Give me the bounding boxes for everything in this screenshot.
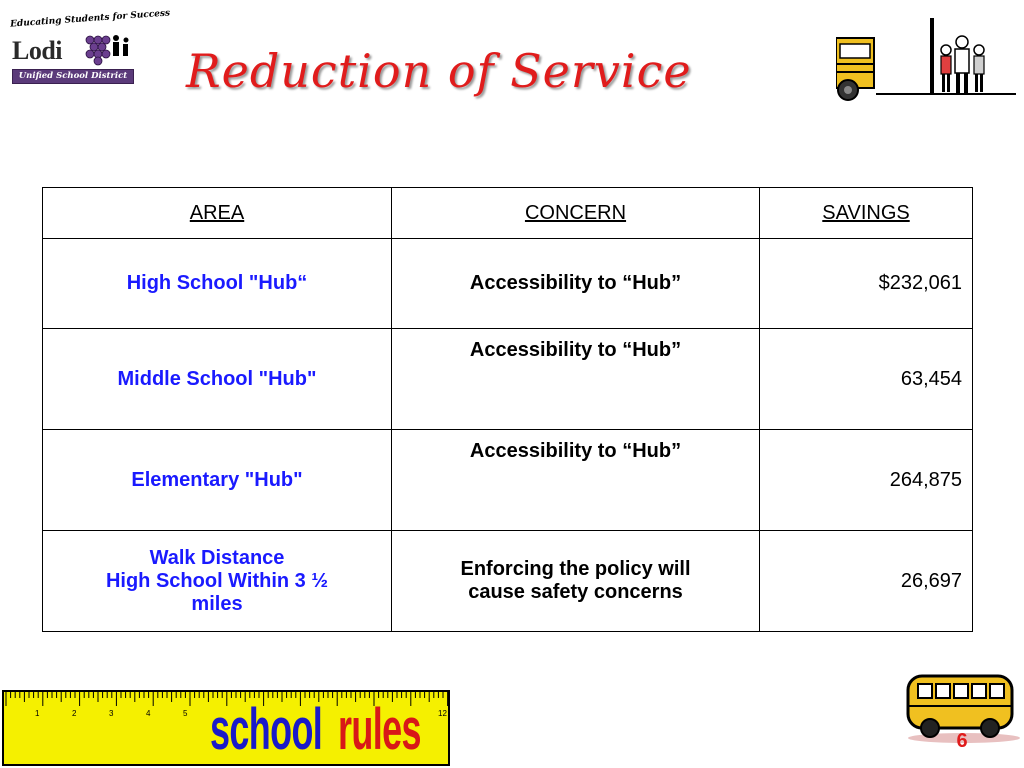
area-cell [43,531,392,632]
concern-line: cause safety concerns [468,581,683,603]
ruler-number: 4 [146,709,151,718]
header-concern: CONCERN [392,188,760,239]
grapes-icon [82,30,132,70]
page-number: 6 [956,730,968,752]
savings-cell: 26,697 [760,531,973,632]
table-row [43,430,973,531]
area-line: High School Within 3 ½ [105,569,329,592]
footer-rules-word: rules [338,697,421,762]
page-title: Reduction of Service [186,44,692,98]
concern-cell: Accessibility to “Hub” [392,329,760,430]
ruler-number: 2 [72,709,77,718]
header-area: AREA [43,188,392,239]
table-row [43,531,973,632]
district-logo [6,8,171,90]
table-row [43,239,973,329]
footer-school-word: school [210,697,323,762]
area-line: Walk Distance [149,546,285,569]
ruler-number: 3 [109,709,114,718]
ruler-number: 12 [438,709,447,718]
area-cell: High School "Hub“ [43,239,392,329]
table-row [43,329,973,430]
logo-name: Lodi [12,36,63,65]
concern-cell: Accessibility to “Hub” [392,239,760,329]
savings-cell: 264,875 [760,430,973,531]
table-header-row [43,188,973,239]
logo-tagline: Educating Students for Success [9,8,171,30]
area-cell: Elementary "Hub" [43,430,392,531]
ruler-number: 1 [35,709,40,718]
reduction-table [42,187,973,632]
concern-cell [392,531,760,632]
savings-cell: 63,454 [760,329,973,430]
area-line: miles [191,592,243,615]
header-savings: SAVINGS [760,188,973,239]
area-cell: Middle School "Hub" [43,329,392,430]
concern-line: Enforcing the policy will [460,558,691,580]
savings-cell: $232,061 [760,239,973,329]
ruler-number: 5 [183,709,188,718]
bus-stop-illustration [836,16,1016,108]
concern-cell: Accessibility to “Hub” [392,430,760,531]
logo-district: Unified School District [12,69,134,84]
